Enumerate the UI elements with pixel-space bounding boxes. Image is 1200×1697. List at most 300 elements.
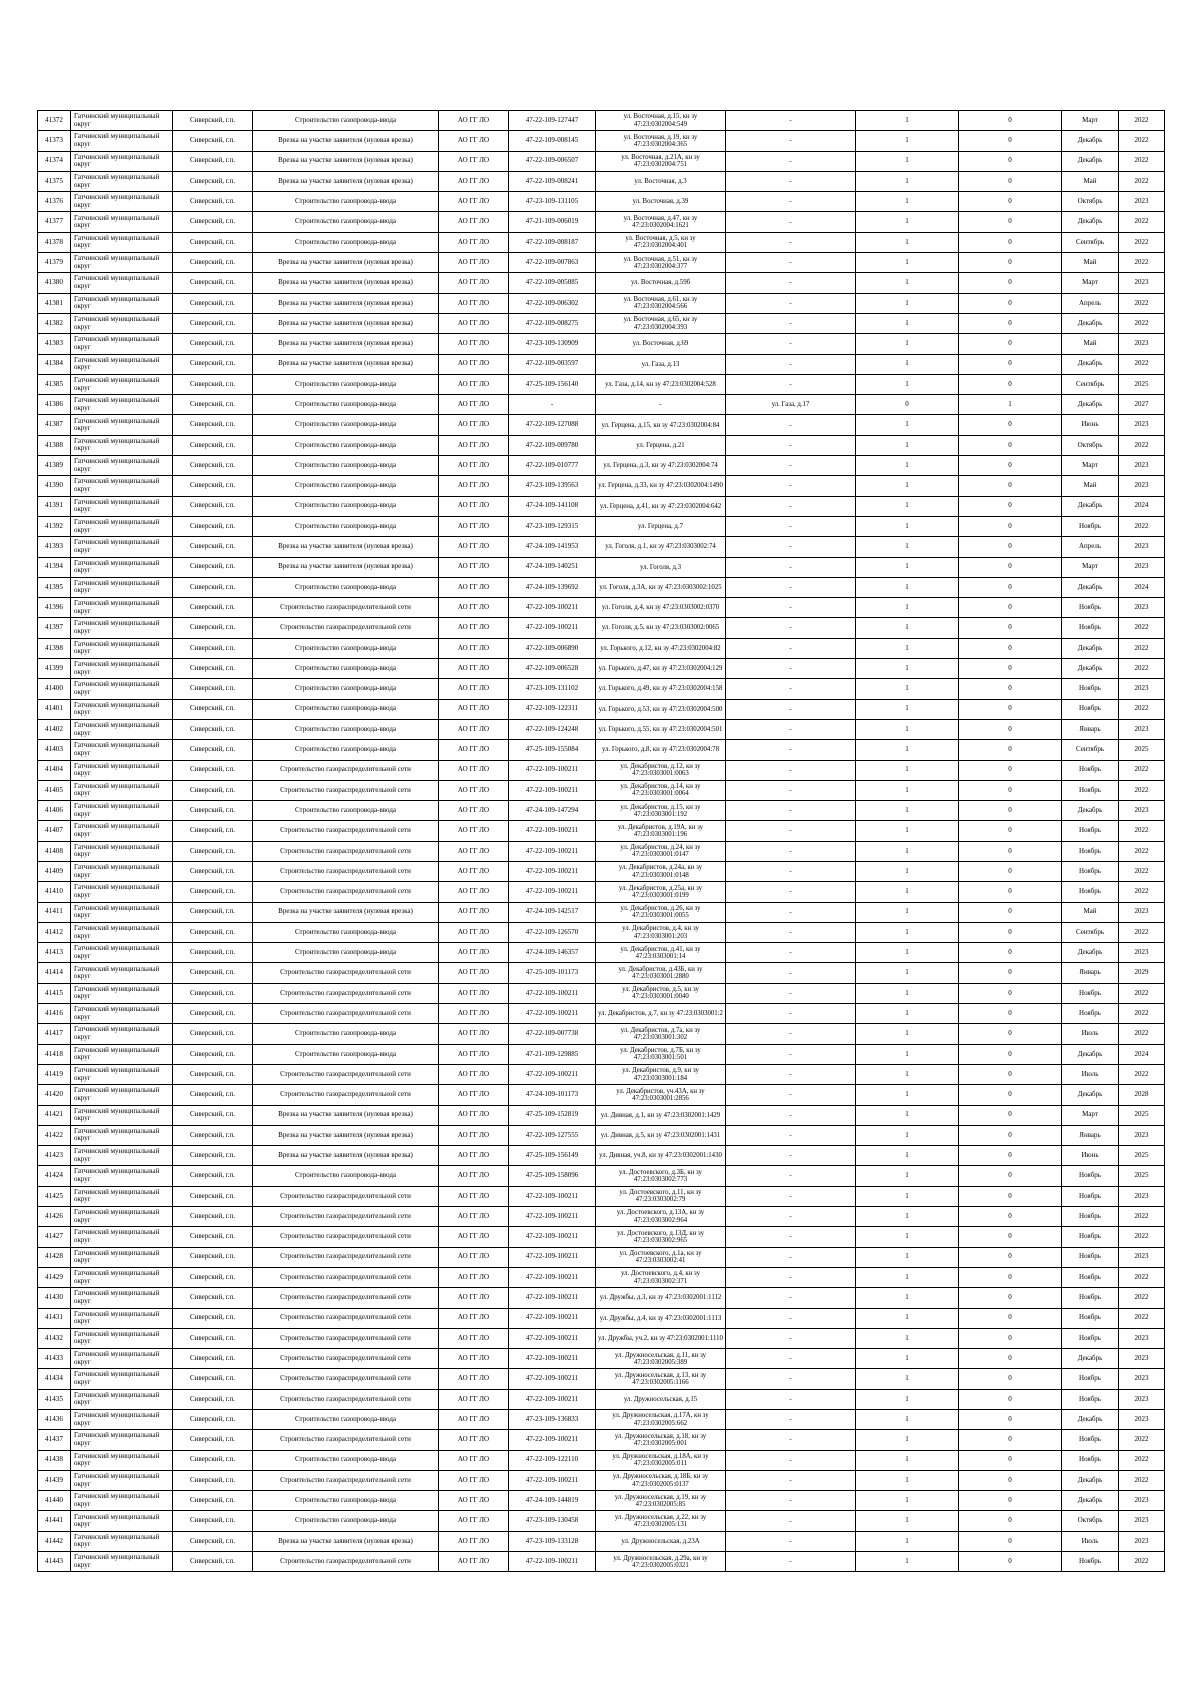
cell-municipal-district: Гатчинский муниципальный округ	[71, 1004, 173, 1024]
cell-organization: АО ГГ ЛО	[439, 821, 509, 841]
cell-month: Ноябрь	[1062, 1430, 1119, 1450]
cell-organization: АО ГГ ЛО	[439, 212, 509, 232]
cell-application-number: 47-23-109-139563	[509, 476, 596, 496]
cell-application-number: 47-22-109-008187	[509, 232, 596, 252]
cell-row-number: 41392	[38, 516, 71, 536]
cell-row-number: 41435	[38, 1389, 71, 1409]
cell-application-number: 47-22-109-100211	[509, 1267, 596, 1287]
cell-month: Ноябрь	[1062, 983, 1119, 1003]
cell-application-number: 47-22-109-100211	[509, 1207, 596, 1227]
table-row	[38, 1389, 1165, 1409]
cell-year: 2028	[1119, 1085, 1165, 1105]
cell-address-cadastral: ул. Восточная, д.3	[596, 171, 726, 191]
cell-settlement: Сиверский, г.п.	[173, 679, 253, 699]
table-row	[38, 1227, 1165, 1247]
cell-application-number: 47-22-109-008275	[509, 313, 596, 333]
cell-application-number: 47-22-109-007738	[509, 1024, 596, 1044]
cell-count-b: 0	[959, 435, 1062, 455]
cell-address-alt: -	[726, 1470, 856, 1490]
cell-count-b: 0	[959, 861, 1062, 881]
cell-row-number: 41375	[38, 171, 71, 191]
cell-settlement: Сиверский, г.п.	[173, 537, 253, 557]
cell-row-number: 41403	[38, 740, 71, 760]
cell-municipal-district: Гатчинский муниципальный округ	[71, 719, 173, 739]
cell-count-b: 0	[959, 334, 1062, 354]
cell-month: Ноябрь	[1062, 780, 1119, 800]
cell-address-cadastral: ул. Гоголя, д.1, кн зу 47:23:0303002:74	[596, 537, 726, 557]
cell-municipal-district: Гатчинский муниципальный округ	[71, 395, 173, 415]
cell-address-cadastral: ул. Дружносельская, д.18А, кн зу 47:23:0302005:011	[596, 1450, 726, 1470]
cell-year: 2023	[1119, 1410, 1165, 1430]
table-row	[38, 1450, 1165, 1470]
cell-municipal-district: Гатчинский муниципальный округ	[71, 577, 173, 597]
cell-organization: АО ГГ ЛО	[439, 1328, 509, 1348]
cell-settlement: Сиверский, г.п.	[173, 1531, 253, 1551]
cell-address-cadastral: ул. Горького, д.55, кн зу 47:23:0302004:501	[596, 719, 726, 739]
cell-settlement: Сиверский, г.п.	[173, 943, 253, 963]
cell-organization: АО ГГ ЛО	[439, 1166, 509, 1186]
cell-settlement: Сиверский, г.п.	[173, 232, 253, 252]
cell-organization: АО ГГ ЛО	[439, 841, 509, 861]
cell-address-alt: -	[726, 212, 856, 232]
cell-year: 2024	[1119, 496, 1165, 516]
cell-work-type: Строительство газопровода-ввода	[253, 1024, 439, 1044]
cell-work-type: Строительство газораспределительной сети	[253, 1349, 439, 1369]
table-row	[38, 1552, 1165, 1572]
cell-year: 2022	[1119, 232, 1165, 252]
cell-count-b: 0	[959, 1288, 1062, 1308]
cell-application-number: 47-22-109-100211	[509, 780, 596, 800]
table-row	[38, 415, 1165, 435]
cell-row-number: 41413	[38, 943, 71, 963]
cell-work-type: Врезка на участке заявителя (нулевая врезка)	[253, 151, 439, 171]
cell-count-a: 1	[856, 1064, 959, 1084]
cell-month: Декабрь	[1062, 313, 1119, 333]
cell-address-cadastral: ул. Восточная, д.39	[596, 192, 726, 212]
cell-row-number: 41402	[38, 719, 71, 739]
cell-municipal-district: Гатчинский муниципальный округ	[71, 131, 173, 151]
cell-organization: АО ГГ ЛО	[439, 801, 509, 821]
cell-row-number: 41423	[38, 1146, 71, 1166]
cell-row-number: 41372	[38, 111, 71, 131]
cell-settlement: Сиверский, г.п.	[173, 1186, 253, 1206]
table-row	[38, 354, 1165, 374]
cell-count-a: 1	[856, 719, 959, 739]
cell-address-cadastral: ул. Горького, д.8, кн зу 47:23:0302004:78	[596, 740, 726, 760]
cell-count-b: 0	[959, 1186, 1062, 1206]
cell-row-number: 41406	[38, 801, 71, 821]
cell-count-a: 1	[856, 171, 959, 191]
cell-year: 2023	[1119, 1125, 1165, 1145]
cell-settlement: Сиверский, г.п.	[173, 1166, 253, 1186]
cell-address-cadastral: ул. Дружносельская, д.19, кн зу 47:23:0302005:85	[596, 1491, 726, 1511]
table-row	[38, 1430, 1165, 1450]
cell-month: Июнь	[1062, 1146, 1119, 1166]
table-row	[38, 801, 1165, 821]
cell-settlement: Сиверский, г.п.	[173, 516, 253, 536]
cell-work-type: Строительство газораспределительной сети	[253, 882, 439, 902]
cell-year: 2022	[1119, 1308, 1165, 1328]
cell-count-b: 0	[959, 232, 1062, 252]
cell-month: Май	[1062, 902, 1119, 922]
cell-row-number: 41432	[38, 1328, 71, 1348]
cell-municipal-district: Гатчинский муниципальный округ	[71, 151, 173, 171]
cell-count-a: 1	[856, 577, 959, 597]
cell-count-a: 1	[856, 1186, 959, 1206]
cell-address-cadastral: ул. Восточная, д.61, кн зу 47:23:0302004:566	[596, 293, 726, 313]
cell-address-alt: -	[726, 1146, 856, 1166]
cell-work-type: Строительство газораспределительной сети	[253, 1470, 439, 1490]
table-row	[38, 516, 1165, 536]
cell-organization: АО ГГ ЛО	[439, 1552, 509, 1572]
cell-work-type: Строительство газопровода-ввода	[253, 679, 439, 699]
table-row	[38, 943, 1165, 963]
cell-row-number: 41428	[38, 1247, 71, 1267]
cell-settlement: Сиверский, г.п.	[173, 638, 253, 658]
cell-organization: АО ГГ ЛО	[439, 699, 509, 719]
table-row	[38, 334, 1165, 354]
cell-year: 2027	[1119, 395, 1165, 415]
cell-year: 2022	[1119, 151, 1165, 171]
cell-work-type: Строительство газораспределительной сети	[253, 1552, 439, 1572]
cell-municipal-district: Гатчинский муниципальный округ	[71, 1166, 173, 1186]
cell-application-number: 47-22-109-100211	[509, 1328, 596, 1348]
cell-application-number: -	[509, 395, 596, 415]
cell-municipal-district: Гатчинский муниципальный округ	[71, 557, 173, 577]
cell-address-alt: -	[726, 638, 856, 658]
cell-settlement: Сиверский, г.п.	[173, 476, 253, 496]
table-row	[38, 131, 1165, 151]
table-row	[38, 1410, 1165, 1430]
cell-municipal-district: Гатчинский муниципальный округ	[71, 1125, 173, 1145]
cell-address-alt: -	[726, 659, 856, 679]
cell-year: 2022	[1119, 1267, 1165, 1287]
cell-year: 2023	[1119, 1511, 1165, 1531]
cell-settlement: Сиверский, г.п.	[173, 1410, 253, 1430]
cell-month: Ноябрь	[1062, 760, 1119, 780]
cell-address-cadastral: ул. Восточная, д.65, кн зу 47:23:0302004:393	[596, 313, 726, 333]
cell-organization: АО ГГ ЛО	[439, 780, 509, 800]
cell-work-type: Строительство газораспределительной сети	[253, 1430, 439, 1450]
cell-municipal-district: Гатчинский муниципальный округ	[71, 841, 173, 861]
cell-count-a: 1	[856, 740, 959, 760]
cell-count-b: 0	[959, 922, 1062, 942]
cell-settlement: Сиверский, г.п.	[173, 1430, 253, 1450]
cell-municipal-district: Гатчинский муниципальный округ	[71, 922, 173, 942]
cell-work-type: Строительство газопровода-ввода	[253, 577, 439, 597]
cell-address-alt: ул. Газа, д.17	[726, 395, 856, 415]
cell-count-a: 1	[856, 963, 959, 983]
cell-address-alt: -	[726, 131, 856, 151]
cell-count-a: 1	[856, 435, 959, 455]
cell-application-number: 47-22-109-008145	[509, 131, 596, 151]
cell-organization: АО ГГ ЛО	[439, 1125, 509, 1145]
cell-month: Март	[1062, 1105, 1119, 1125]
cell-settlement: Сиверский, г.п.	[173, 963, 253, 983]
cell-month: Ноябрь	[1062, 1004, 1119, 1024]
cell-month: Май	[1062, 476, 1119, 496]
cell-application-number: 47-24-109-147294	[509, 801, 596, 821]
cell-work-type: Строительство газопровода-ввода	[253, 415, 439, 435]
cell-application-number: 47-22-109-003597	[509, 354, 596, 374]
cell-row-number: 41408	[38, 841, 71, 861]
cell-row-number: 41420	[38, 1085, 71, 1105]
cell-organization: АО ГГ ЛО	[439, 496, 509, 516]
table-row	[38, 293, 1165, 313]
cell-organization: АО ГГ ЛО	[439, 334, 509, 354]
cell-address-cadastral: ул. Гоголя, д.3А, кн зу 47:23:0303002:1025	[596, 577, 726, 597]
cell-application-number: 47-22-109-100211	[509, 882, 596, 902]
cell-count-a: 1	[856, 1470, 959, 1490]
cell-work-type: Строительство газораспределительной сети	[253, 1004, 439, 1024]
cell-work-type: Строительство газораспределительной сети	[253, 1186, 439, 1206]
cell-organization: АО ГГ ЛО	[439, 577, 509, 597]
cell-work-type: Врезка на участке заявителя (нулевая врезка)	[253, 273, 439, 293]
cell-address-alt: -	[726, 679, 856, 699]
table-row	[38, 1004, 1165, 1024]
cell-count-a: 1	[856, 618, 959, 638]
cell-application-number: 47-22-109-005085	[509, 273, 596, 293]
cell-year: 2023	[1119, 801, 1165, 821]
cell-organization: АО ГГ ЛО	[439, 1369, 509, 1389]
cell-address-alt: -	[726, 1430, 856, 1450]
cell-month: Март	[1062, 111, 1119, 131]
cell-month: Ноябрь	[1062, 516, 1119, 536]
cell-address-alt: -	[726, 1491, 856, 1511]
cell-row-number: 41399	[38, 659, 71, 679]
cell-row-number: 41439	[38, 1470, 71, 1490]
cell-month: Ноябрь	[1062, 1247, 1119, 1267]
cell-month: Сентябрь	[1062, 374, 1119, 394]
cell-work-type: Строительство газопровода-ввода	[253, 1410, 439, 1430]
cell-work-type: Строительство газопровода-ввода	[253, 1166, 439, 1186]
cell-count-b: 0	[959, 638, 1062, 658]
cell-count-a: 1	[856, 1288, 959, 1308]
cell-application-number: 47-22-109-100211	[509, 618, 596, 638]
cell-row-number: 41381	[38, 293, 71, 313]
cell-application-number: 47-22-109-100211	[509, 1308, 596, 1328]
cell-address-cadastral: ул. Декабристов, д.19А, кн зу 47:23:0303001:196	[596, 821, 726, 841]
cell-municipal-district: Гатчинский муниципальный округ	[71, 1410, 173, 1430]
cell-settlement: Сиверский, г.п.	[173, 719, 253, 739]
table-row	[38, 313, 1165, 333]
cell-year: 2022	[1119, 841, 1165, 861]
cell-count-a: 1	[856, 1085, 959, 1105]
cell-settlement: Сиверский, г.п.	[173, 1004, 253, 1024]
cell-address-cadastral: ул. Восточная, д.47, кн зу 47:23:0302004:1621	[596, 212, 726, 232]
table-row	[38, 577, 1165, 597]
cell-application-number: 47-22-109-009780	[509, 435, 596, 455]
cell-count-b: 0	[959, 1369, 1062, 1389]
table-row	[38, 537, 1165, 557]
cell-organization: АО ГГ ЛО	[439, 1024, 509, 1044]
cell-address-cadastral: ул. Горького, д.53, кн зу 47:23:0302004:500	[596, 699, 726, 719]
cell-year: 2023	[1119, 1389, 1165, 1409]
cell-month: Декабрь	[1062, 1085, 1119, 1105]
cell-work-type: Строительство газопровода-ввода	[253, 719, 439, 739]
cell-count-a: 1	[856, 882, 959, 902]
table-row	[38, 476, 1165, 496]
cell-municipal-district: Гатчинский муниципальный округ	[71, 1146, 173, 1166]
cell-organization: АО ГГ ЛО	[439, 902, 509, 922]
cell-address-cadastral: ул. Декабристов, д.24а, кн зу 47:23:0303001:0148	[596, 861, 726, 881]
cell-work-type: Строительство газопровода-ввода	[253, 374, 439, 394]
cell-application-number: 47-22-109-100211	[509, 1552, 596, 1572]
cell-address-cadastral: ул. Газа, д.14, кн зу 47:23:0302004:528	[596, 374, 726, 394]
cell-organization: АО ГГ ЛО	[439, 415, 509, 435]
cell-year: 2022	[1119, 1430, 1165, 1450]
cell-municipal-district: Гатчинский муниципальный округ	[71, 1288, 173, 1308]
cell-row-number: 41425	[38, 1186, 71, 1206]
cell-year: 2022	[1119, 131, 1165, 151]
table-row	[38, 1064, 1165, 1084]
cell-year: 2025	[1119, 1105, 1165, 1125]
cell-address-alt: -	[726, 374, 856, 394]
cell-municipal-district: Гатчинский муниципальный округ	[71, 516, 173, 536]
cell-month: Ноябрь	[1062, 1166, 1119, 1186]
cell-month: Ноябрь	[1062, 1267, 1119, 1287]
cell-address-cadastral: ул. Декабристов, д.5, кн зу 47:23:0303001:0040	[596, 983, 726, 1003]
cell-year: 2023	[1119, 1349, 1165, 1369]
cell-count-a: 1	[856, 1267, 959, 1287]
cell-settlement: Сиверский, г.п.	[173, 1389, 253, 1409]
cell-row-number: 41415	[38, 983, 71, 1003]
cell-application-number: 47-25-109-155084	[509, 740, 596, 760]
cell-month: Июль	[1062, 1024, 1119, 1044]
cell-row-number: 41426	[38, 1207, 71, 1227]
cell-application-number: 47-22-109-010777	[509, 456, 596, 476]
cell-count-b: 0	[959, 699, 1062, 719]
cell-year: 2023	[1119, 1491, 1165, 1511]
table-row	[38, 841, 1165, 861]
cell-year: 2023	[1119, 1369, 1165, 1389]
cell-application-number: 47-24-109-141108	[509, 496, 596, 516]
cell-month: Май	[1062, 253, 1119, 273]
cell-row-number: 41441	[38, 1511, 71, 1531]
table-row	[38, 699, 1165, 719]
cell-count-a: 1	[856, 1125, 959, 1145]
cell-address-alt: -	[726, 1044, 856, 1064]
cell-row-number: 41389	[38, 456, 71, 476]
cell-address-cadastral: ул. Горького, д.47, кн зу 47:23:0302004:129	[596, 659, 726, 679]
cell-year: 2022	[1119, 1470, 1165, 1490]
cell-row-number: 41378	[38, 232, 71, 252]
cell-month: Декабрь	[1062, 1410, 1119, 1430]
cell-municipal-district: Гатчинский муниципальный округ	[71, 1369, 173, 1389]
gasification-table	[37, 110, 1165, 1572]
cell-settlement: Сиверский, г.п.	[173, 1085, 253, 1105]
cell-address-alt: -	[726, 780, 856, 800]
cell-count-a: 1	[856, 1410, 959, 1430]
cell-organization: АО ГГ ЛО	[439, 1207, 509, 1227]
table-row	[38, 861, 1165, 881]
cell-count-b: 0	[959, 1227, 1062, 1247]
cell-address-cadastral: ул. Достоевского, д.3Б, кн зу 47:23:0303002:773	[596, 1166, 726, 1186]
cell-address-alt: -	[726, 1105, 856, 1125]
cell-month: Сентябрь	[1062, 922, 1119, 942]
cell-row-number: 41440	[38, 1491, 71, 1511]
cell-count-a: 1	[856, 111, 959, 131]
cell-month: Январь	[1062, 1125, 1119, 1145]
cell-settlement: Сиверский, г.п.	[173, 882, 253, 902]
cell-row-number: 41404	[38, 760, 71, 780]
cell-month: Ноябрь	[1062, 882, 1119, 902]
cell-address-cadastral: ул. Достоевского, д.4, кн зу 47:23:0303002:371	[596, 1267, 726, 1287]
cell-month: Декабрь	[1062, 131, 1119, 151]
cell-settlement: Сиверский, г.п.	[173, 496, 253, 516]
cell-month: Апрель	[1062, 537, 1119, 557]
cell-year: 2023	[1119, 1247, 1165, 1267]
cell-work-type: Врезка на участке заявителя (нулевая врезка)	[253, 253, 439, 273]
cell-month: Ноябрь	[1062, 598, 1119, 618]
table-row	[38, 1146, 1165, 1166]
cell-row-number: 41422	[38, 1125, 71, 1145]
cell-count-b: 0	[959, 1491, 1062, 1511]
cell-year: 2023	[1119, 1186, 1165, 1206]
cell-organization: АО ГГ ЛО	[439, 192, 509, 212]
cell-settlement: Сиверский, г.п.	[173, 618, 253, 638]
cell-application-number: 47-22-109-006507	[509, 151, 596, 171]
cell-count-b: 0	[959, 841, 1062, 861]
cell-settlement: Сиверский, г.п.	[173, 374, 253, 394]
cell-settlement: Сиверский, г.п.	[173, 922, 253, 942]
cell-settlement: Сиверский, г.п.	[173, 212, 253, 232]
cell-work-type: Строительство газораспределительной сети	[253, 1247, 439, 1267]
cell-month: Июль	[1062, 1064, 1119, 1084]
cell-address-cadastral: ул. Декабристов, д.7, кн зу 47:23:0303001:2	[596, 1004, 726, 1024]
cell-organization: АО ГГ ЛО	[439, 1064, 509, 1084]
cell-organization: АО ГГ ЛО	[439, 1186, 509, 1206]
cell-work-type: Строительство газопровода-ввода	[253, 476, 439, 496]
cell-month: Ноябрь	[1062, 699, 1119, 719]
cell-count-b: 0	[959, 313, 1062, 333]
table-row	[38, 1470, 1165, 1490]
cell-work-type: Строительство газопровода-ввода	[253, 801, 439, 821]
cell-municipal-district: Гатчинский муниципальный округ	[71, 537, 173, 557]
cell-municipal-district: Гатчинский муниципальный округ	[71, 1491, 173, 1511]
cell-count-b: 0	[959, 516, 1062, 536]
cell-count-b: 0	[959, 1552, 1062, 1572]
cell-work-type: Строительство газопровода-ввода	[253, 395, 439, 415]
cell-year: 2022	[1119, 171, 1165, 191]
cell-address-cadastral: ул. Дружносельская, д.18Б, кн зу 47:23:0302005:0137	[596, 1470, 726, 1490]
cell-municipal-district: Гатчинский муниципальный округ	[71, 374, 173, 394]
cell-address-alt: -	[726, 1247, 856, 1267]
cell-row-number: 41383	[38, 334, 71, 354]
cell-application-number: 47-23-109-131105	[509, 192, 596, 212]
cell-address-cadastral: ул. Дивная, д.5, кн зу 47:23:0302001:1431	[596, 1125, 726, 1145]
cell-month: Декабрь	[1062, 638, 1119, 658]
cell-work-type: Врезка на участке заявителя (нулевая врезка)	[253, 537, 439, 557]
cell-work-type: Врезка на участке заявителя (нулевая врезка)	[253, 1146, 439, 1166]
cell-organization: АО ГГ ЛО	[439, 151, 509, 171]
cell-municipal-district: Гатчинский муниципальный округ	[71, 496, 173, 516]
cell-address-alt: -	[726, 496, 856, 516]
cell-organization: АО ГГ ЛО	[439, 273, 509, 293]
cell-row-number: 41401	[38, 699, 71, 719]
cell-year: 2022	[1119, 111, 1165, 131]
cell-work-type: Строительство газораспределительной сети	[253, 821, 439, 841]
cell-address-alt: -	[726, 557, 856, 577]
cell-organization: АО ГГ ЛО	[439, 435, 509, 455]
cell-count-a: 1	[856, 1146, 959, 1166]
cell-address-cadastral: ул. Декабристов, д.25а, кн зу 47:23:0303001:0199	[596, 882, 726, 902]
cell-count-b: 0	[959, 1024, 1062, 1044]
cell-year: 2023	[1119, 679, 1165, 699]
table-row	[38, 1125, 1165, 1145]
table-row	[38, 232, 1165, 252]
cell-year: 2022	[1119, 1450, 1165, 1470]
